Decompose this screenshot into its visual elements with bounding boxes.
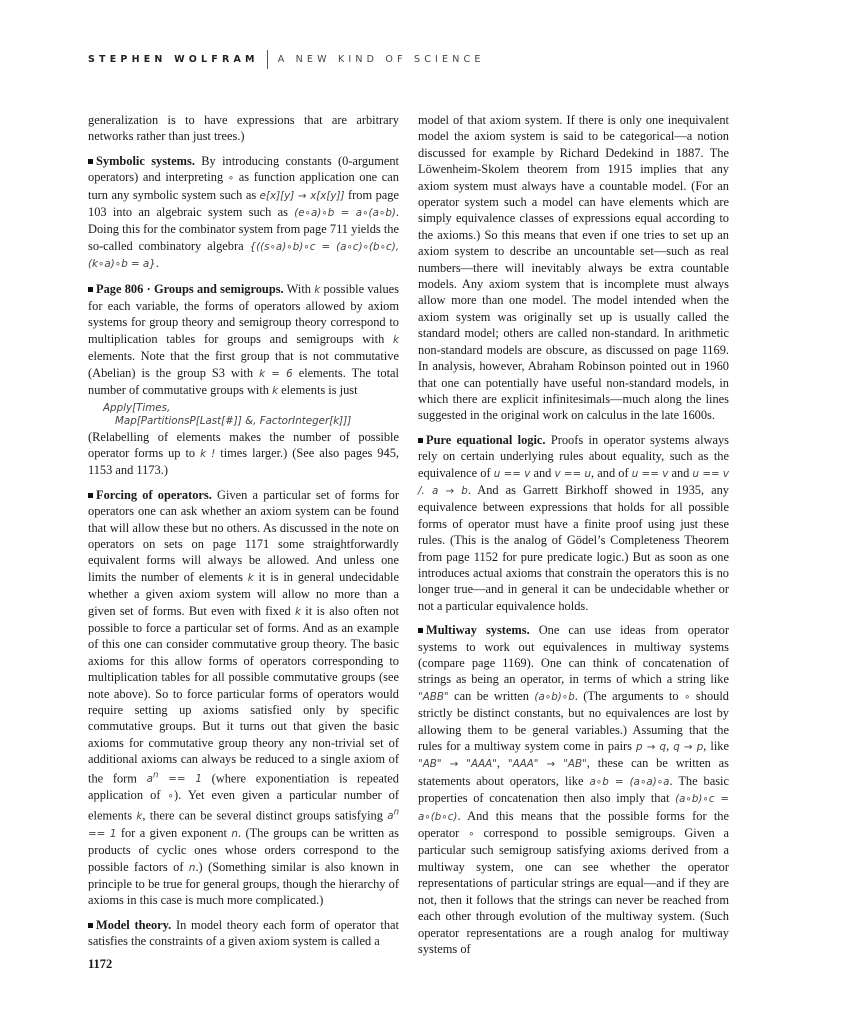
note-text: and [668,465,693,480]
math-base: a [146,773,153,786]
right-column [418,112,729,957]
note-text: times larger.) (See also pages 945, 1153 and 1173.) [88,445,399,478]
math-inline: v == u [554,467,592,480]
note-heading: Symbolic systems. [96,153,195,168]
math-inline: k ! [200,447,216,460]
running-header [88,49,485,69]
math-inline: "AB" → "AAA" [418,758,497,771]
note-text: elements. Note that the first group that is not commutative (Abelian) is the group S3 with [88,349,399,380]
math-rest: == 1 [88,827,117,840]
note-text: and [530,465,555,480]
note-text: ). Yet even given a particular number of elements [88,788,399,823]
math-inline: u == v [631,467,669,480]
note-text: . The basic properties of concatenation then also imply that [418,773,729,806]
note-text: Proofs in operator systems always rely on certain underlying rules about equality, such as the equivalence of [418,432,729,480]
note-text: elements is just [278,383,358,398]
left-column [88,112,399,950]
math-exponent: n [152,770,159,781]
math-inline: k [272,385,279,398]
note-bullet [88,923,93,928]
note-text: . (The groups can be written as products of cyclic ones whose orders correspond to the possible factors of [88,825,399,874]
math-rest: == 1 [158,773,202,786]
math-inline: ∘ [167,790,174,803]
math-inline: q → p [673,741,704,754]
note-text: . [155,256,159,271]
math-inline: ∘ [227,172,235,185]
math-inline: n [188,861,196,874]
math-inline: ∘ [468,828,475,841]
note-heading: Model theory. [96,917,172,932]
page-number: 1172 [88,957,113,971]
note-heading: Page 806 · Groups and semigroups. [96,281,284,296]
note-text: , [496,756,508,771]
header-book-title: A NEW KIND OF SCIENCE [277,53,485,65]
note-text: as function application one can turn any symbolic system such as [88,170,399,202]
note-text: . (The arguments to [574,688,685,703]
note-text: , like [703,739,729,754]
note-heading: Multiway systems. [426,623,530,638]
math-base: a [387,810,394,823]
note-text: for a given exponent [116,825,232,840]
note-text: , and of [591,465,632,480]
code-line: Apply[Times, [103,401,171,414]
note-text: should strictly be distinct constants, but no equivalences are lost by allowing them to be general variables.) Assuming that the rules for a multiway system come in pairs [418,688,729,754]
note-text: possible values for each variable, the forms of operators allowed by axiom systems for group theory and semigroup theory correspond to multiplication tables for groups and semigroups with [88,281,399,346]
note-text: . And as Garrett Birkhoff showed in 1935, any equivalence between expressions that holds for all possible forms of operator must have a finite proof using just these rules. (This is the analog of Gödel’s Completeness Theorem from page 1152 for pure predicate logic.) But as soon as one introduces actual axioms that constrain the operators this is no longer true—and in general it can be undecidable whether or not a particular equivalence holds. [418,482,729,613]
note-heading: Forcing of operators. [96,487,212,502]
note-model-theory-continued: model of that axiom system. If there is only one inequivalent model the axiom system is said to be categorical—a notion discussed for example by Richard Dedekind in 1887. The Löwenheim-Skolem theorem from 1915 implies that any axiom system must always have a countable model. (For an operator system such a model can have elements which are simply equivalence classes of expressions equal according to the axioms.) So this means that even if one tries to set up an axiom system to describe an uncountable set—such as real numbers—there will inevitably always be extra countable models. Any axiom system that is incomplete must always allow more than one model. The model intended when the axiom system was originally set up is usually called the standard model; others are called non-standard. In arithmetic non-standard models are obscure, as discussed on page 1169. In analysis, however, Abraham Robinson pointed out in 1960 that one can potentially have useful non-standard models, in which there are explicit infinitesimals—much along the lines suggested in the original work on calculus in the late 1600s. [418,113,729,423]
note-bullet [88,287,93,292]
continued-paragraph: generalization is to have expressions that are arbitrary networks rather than just trees.) [88,113,399,144]
note-text: correspond to possible semigroups. Given a particular such semigroup satisfying axioms derived from a multiway system, one can see whether the operator representations of particular strings are equal—and if they are not, then it follows that the strings can never be reached from each other through evolution of the multiway system. (Such operator representations are a rough analog for multiway systems of [418,826,729,956]
note-text: One can use ideas from operator systems to work out equivalences in multiway systems (compare page 1169). One can think of concatenation of strings as being an operator, in terms of which a string like [418,623,729,687]
math-inline: "AAA" → "AB" [507,758,587,771]
math-inline [146,770,202,786]
note-groups-continued [88,429,399,479]
math-inline: n [231,827,238,840]
note-text: . And this means that the possible forms for the operator [418,808,729,841]
note-bullet [88,493,93,498]
note-text: can be written [448,688,535,703]
math-inline: (a∘b)∘b [534,690,575,703]
math-exponent: n [393,807,399,818]
note-text: , these can be written as statements about operators, like [418,756,729,788]
note-bullet [418,438,423,443]
note-multiway-systems [418,622,729,957]
note-text: In model theory each form of operator that satisfies the constraints of a given axiom system is called a [88,917,399,949]
note-bullet [418,628,423,633]
note-text: .) (Something similar is also known in principle to be true for general groups, though the hierarchy of axioms in this case is much more complicated.) [88,859,399,908]
math-inline: k [247,571,254,584]
note-text: (where exponentiation is repeated application of [88,771,399,803]
note-text: . Doing this for the combinator system from page 711 yields the so-called combinatory algebra [88,205,399,253]
note-text: Given a particular set of forms for operators one can ask whether an axiom system can be found that will allow these but no others. As discussed in the note on operators on sets on page 1171 some straightforwardly equivalent forms will always be allowed. And unless one limits the number of elements [88,487,400,584]
math-inline: ∘ [684,690,691,703]
math-inline: u == v /. a → b [418,467,730,497]
note-model-theory [88,917,399,950]
math-inline: {((s∘a)∘b)∘c = (a∘c)∘(b∘c), (k∘a)∘b = a} [88,240,399,271]
math-inline: "ABB" [418,690,449,703]
math-inline: k [295,605,301,618]
note-text: it is also often not possible to force a particular set of forms. And as an example of this one can consider commutative group theory. The basic axioms for this allow forms of operators corresponding to multiplication tables for all possible commutative groups (see note above). So to force particular forms of operators would require setting up axioms satisfied only by specific commutative groups. But it turns out that given the basic axioms for commutative group theory any non-trivial set of additional axioms can always be reduced to a single axiom of the form [88,603,399,786]
code-block [103,402,399,428]
header-author: STEPHEN WOLFRAM [88,53,259,65]
note-text: By introducing constants (0-argument operators) and interpreting [88,153,400,185]
math-inline: u == v [493,467,531,480]
note-text: , there can be several distinct groups satisfying [142,808,388,823]
math-inline: k = 6 [259,367,293,380]
math-inline: k [314,283,321,296]
header-divider [267,50,268,69]
math-inline: (e∘a)∘b = a∘(a∘b) [294,207,396,220]
note-forcing-of-operators [88,487,399,909]
math-inline: k [136,810,143,823]
note-text: from page 103 into an algebraic system such as [88,187,399,220]
code-line: Map[PartitionsP[Last[#]] &, FactorInteger[k]]] [115,414,352,427]
note-heading: Pure equational logic. [426,432,546,447]
note-groups-and-semigroups [88,281,399,400]
note-bullet [88,159,93,164]
note-pure-equational-logic [418,432,729,614]
math-inline: a∘b = (a∘a)∘a [589,775,670,788]
note-symbolic-systems [88,153,399,273]
note-text: , [666,739,674,754]
math-inline: e[x][y] → x[x[y]] [259,189,345,202]
note-text: elements. The total number of commutative groups with [88,365,399,398]
math-inline: k [393,333,399,346]
math-inline: p → q [635,741,667,754]
note-text: With [283,281,315,296]
math-inline: (a∘b)∘c = a∘(b∘c) [418,793,729,823]
note-text: (Relabelling of elements makes the number of possible operator forms up to [88,429,399,460]
note-text: it is in general undecidable whether a given axiom system will allow no more than a given set of forms. But even with fixed [88,569,399,618]
